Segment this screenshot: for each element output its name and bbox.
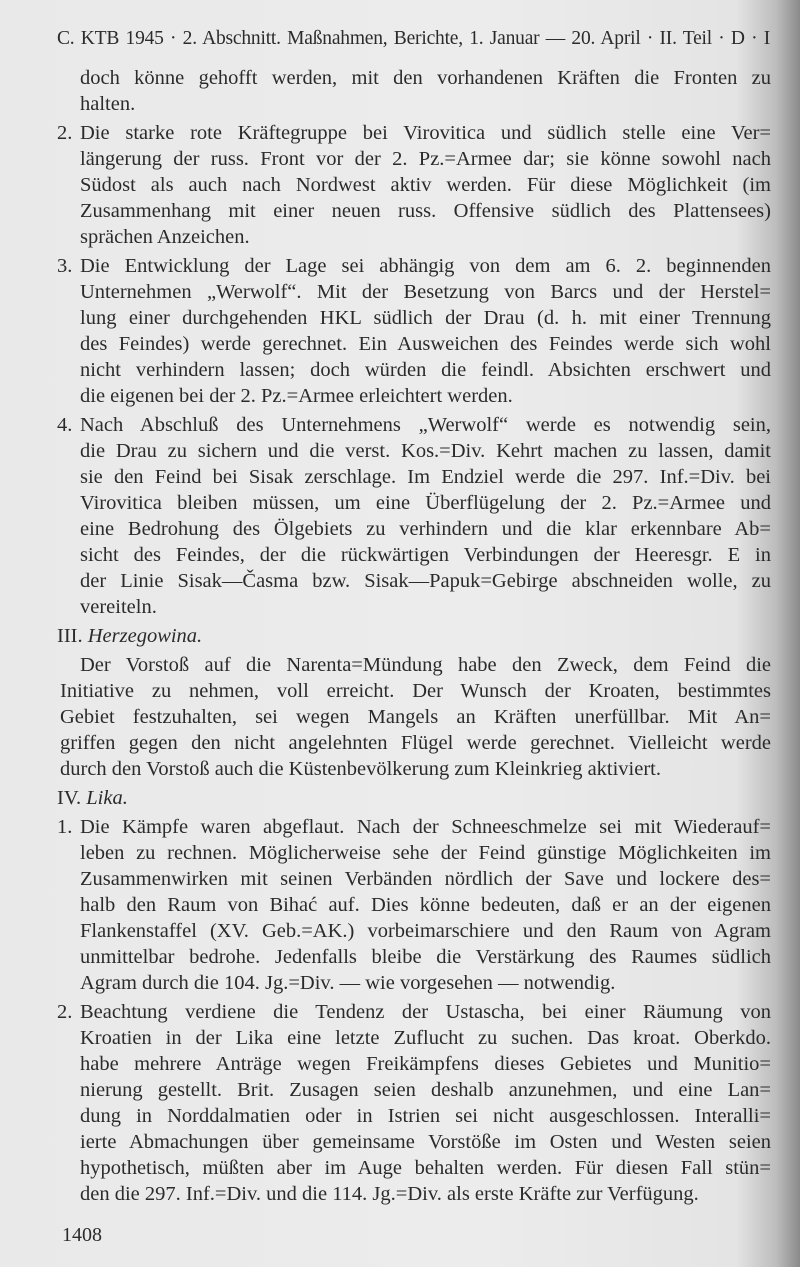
text-line: doch könne gehofft werden, mit den vorhandenen Kräften die Fronten zu <box>80 67 771 89</box>
text-line: die eigenen bei der 2. Pz.=Armee erleichtert werden. <box>80 385 513 407</box>
text-line: nicht verhindern lassen; doch würden die feindl. Absichten erschwert und <box>80 359 771 381</box>
paragraph <box>57 652 771 782</box>
item-number: 1. <box>57 816 73 838</box>
text-line: Der Vorstoß auf die Narenta=Mündung habe den Zweck, dem Feind die <box>80 654 771 676</box>
text-line: ierte Abmachungen über gemeinsame Vorstöße im Osten und Westen seien <box>80 1131 771 1153</box>
text-line: Initiative zu nehmen, voll erreicht. Der Wunsch der Kroaten, bestimmtes <box>60 680 771 702</box>
section-title: Lika. <box>86 787 128 809</box>
section-number: IV. <box>57 787 82 809</box>
numbered-item <box>57 253 771 409</box>
text-line: Gebiet festzuhalten, sei wegen Mangels an Kräften unerfüllbar. Mit An= <box>60 706 771 728</box>
text-line: sie den Feind bei Sisak zerschlage. Im Endziel werde die 297. Inf.=Div. bei <box>80 466 771 488</box>
text-line: leben zu rechnen. Möglicherweise sehe der Feind günstige Möglichkeiten im <box>80 842 771 864</box>
item-number: 3. <box>57 255 73 277</box>
text-line: die Drau zu sichern und die verst. Kos.=Div. Kehrt machen zu lassen, damit <box>80 440 771 462</box>
text-line: halb den Raum von Bihać auf. Dies könne bedeuten, daß er an der eigenen <box>80 894 771 916</box>
text-line: durch den Vorstoß auch die Küstenbevölkerung zum Kleinkrieg aktiviert. <box>60 758 661 780</box>
heading-line <box>57 623 771 649</box>
section-number: III. <box>57 625 83 647</box>
page-number: 1408 <box>62 1224 102 1246</box>
text-line: vereiteln. <box>80 596 157 618</box>
text-line: griffen gegen den nicht angelehnten Flügel werde gerechnet. Vielleicht werde <box>60 732 771 754</box>
text-line: Zusammenhang mit einer neuen russ. Offensive südlich des Plattensees) <box>80 200 771 222</box>
numbered-item <box>57 999 771 1207</box>
item-number: 2. <box>57 1001 73 1023</box>
text-line: Die starke rote Kräftegruppe bei Virovitica und südlich stelle eine Ver= <box>80 122 771 144</box>
text-line: unmittelbar bedrohe. Jedenfalls bleibe die Verstärkung des Raumes südlich <box>80 946 771 968</box>
text-line: längerung der russ. Front vor der 2. Pz.=Armee dar; sie könne sowohl nach <box>80 148 771 170</box>
text-line: Die Kämpfe waren abgeflaut. Nach der Schneeschmelze sei mit Wiederauf= <box>80 816 771 838</box>
text-line: den die 297. Inf.=Div. und die 114. Jg.=Div. als erste Kräfte zur Verfügung. <box>80 1183 699 1205</box>
page-body <box>57 62 771 1207</box>
text-line: habe mehrere Anträge wegen Freikämpfens dieses Gebietes und Munitio= <box>80 1053 771 1075</box>
text-line: halten. <box>80 93 136 115</box>
text-line: Südost als auch nach Nordwest aktiv werden. Für diese Möglichkeit (im <box>80 174 771 196</box>
numbered-item <box>57 120 771 250</box>
text-line: sprächen Anzeichen. <box>80 226 250 248</box>
item-number: 4. <box>57 414 73 436</box>
text-line: eine Bedrohung des Ölgebiets zu verhindern und die klar erkennbare Ab= <box>80 518 771 540</box>
text-line: Beachtung verdiene die Tendenz der Ustascha, bei einer Räumung von <box>80 1001 771 1023</box>
numbered-item <box>57 412 771 620</box>
text-line: Unternehmen „Werwolf“. Mit der Besetzung von Barcs und der Herstel= <box>80 281 771 303</box>
running-header: C. KTB 1945 · 2. Abschnitt. Maßnahmen, Berichte, 1. Januar — 20. April · II. Teil · D · I <box>57 28 770 49</box>
text-line: Zusammenwirken mit seinen Verbänden nördlich der Save und lockere des= <box>80 868 771 890</box>
numbered-item <box>57 814 771 996</box>
item-number: 2. <box>57 122 73 144</box>
heading-line <box>57 785 771 811</box>
text-line: sicht des Feindes, der die rückwärtigen Verbindungen der Heeresgr. E in <box>80 544 771 566</box>
section-heading <box>57 785 771 811</box>
text-line: lung einer durchgehenden HKL südlich der Drau (d. h. mit einer Trennung <box>80 307 771 329</box>
text-line: nierung gestellt. Brit. Zusagen seien deshalb anzunehmen, und eine Lan= <box>80 1079 771 1101</box>
text-line: der Linie Sisak—Časma bzw. Sisak—Papuk=Gebirge abschneiden wolle, zu <box>80 570 771 592</box>
text-line: Die Entwicklung der Lage sei abhängig von dem am 6. 2. beginnenden <box>80 255 771 277</box>
text-line: Flankenstaffel (XV. Geb.=AK.) vorbeimarschiere und den Raum von Agram <box>80 920 771 942</box>
section-heading <box>57 623 771 649</box>
text-line: des Feindes) werde gerechnet. Ein Ausweichen des Feindes werde sich wohl <box>80 333 771 355</box>
text-line: Nach Abschluß des Unternehmens „Werwolf“ werde es notwendig sein, <box>80 414 771 436</box>
section-title: Herzegowina. <box>87 625 203 647</box>
text-line: Agram durch die 104. Jg.=Div. — wie vorgesehen — notwendig. <box>80 972 616 994</box>
text-line: Virovitica bleiben müssen, um eine Überflügelung der 2. Pz.=Armee und <box>80 492 771 514</box>
paragraph <box>57 65 771 117</box>
text-line: dung in Norddalmatien oder in Istrien sei nicht ausgeschlossen. Interalli= <box>80 1105 771 1127</box>
text-line: hypothetisch, müßten aber im Auge behalten werden. Für diesen Fall stün= <box>80 1157 771 1179</box>
text-line: Kroatien in der Lika eine letzte Zuflucht zu suchen. Das kroat. Oberkdo. <box>80 1027 771 1049</box>
